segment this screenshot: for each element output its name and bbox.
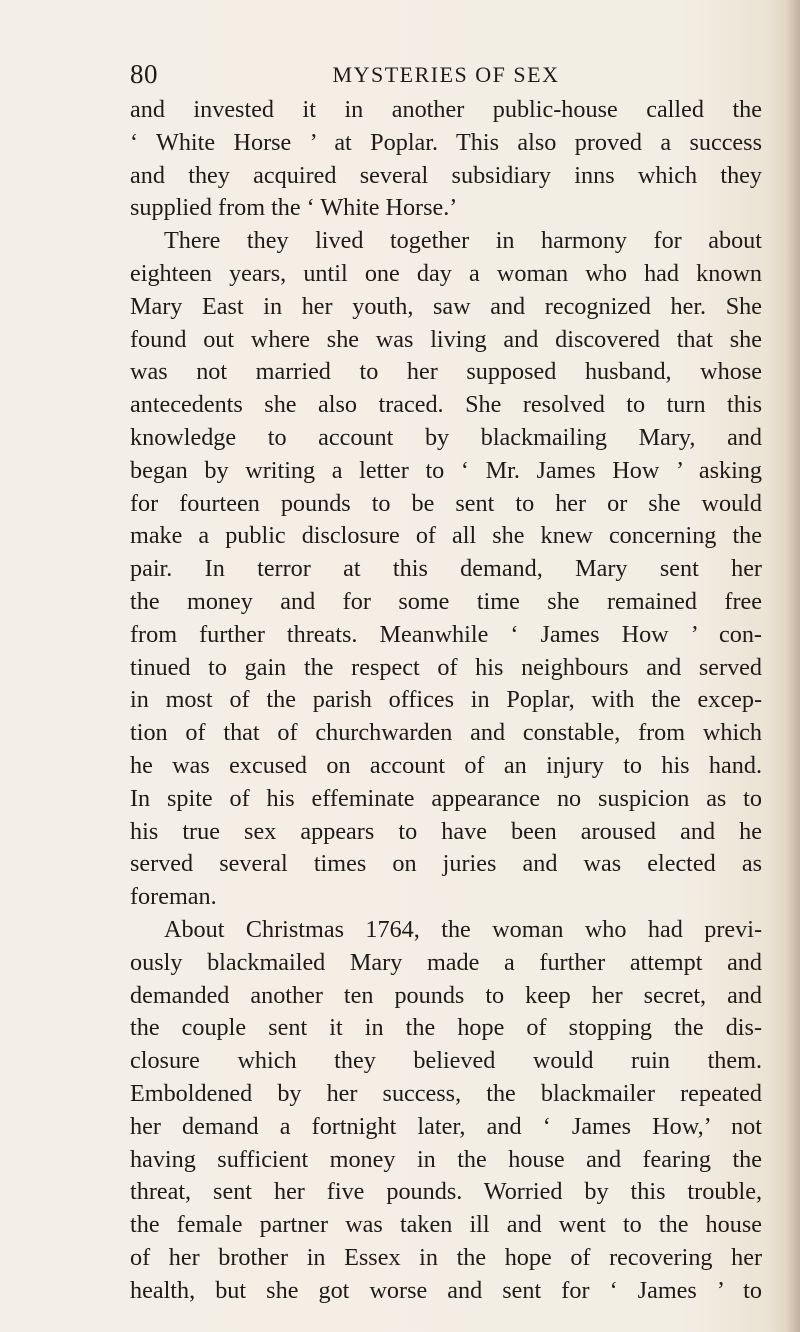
text-line: from further threats. Meanwhile ‘ James How ’ con- — [130, 620, 762, 648]
text-line: In spite of his effeminate appearance no suspicion as to — [130, 784, 762, 812]
text-line: supplied from the ‘ White Horse.’ — [130, 194, 458, 222]
text-line: Mary East in her youth, saw and recognized her. She — [130, 292, 762, 320]
text-line: for fourteen pounds to be sent to her or she would — [130, 489, 762, 517]
text-line: in most of the parish offices in Poplar, with the excep- — [130, 686, 762, 714]
text-line: Emboldened by her success, the blackmailer repeated — [130, 1079, 762, 1107]
text-line: health, but she got worse and sent for ‘ James ’ to — [130, 1276, 762, 1304]
text-line: served several times on juries and was elected as — [130, 850, 762, 878]
text-line: foreman. — [130, 883, 217, 911]
text-line: her demand a fortnight later, and ‘ James How,’ not — [130, 1112, 762, 1140]
text-line: There they lived together in harmony for about — [164, 227, 762, 255]
text-line: the female partner was taken ill and went to the house — [130, 1211, 762, 1239]
text-line: ously blackmailed Mary made a further attempt and — [130, 948, 762, 976]
text-line: make a public disclosure of all she knew concerning the — [130, 522, 762, 550]
text-line: demanded another ten pounds to keep her secret, and — [130, 981, 762, 1009]
body-text — [130, 94, 762, 1307]
text-line: began by writing a letter to ‘ Mr. James How ’ asking — [130, 456, 762, 484]
text-line: he was excused on account of an injury to his hand. — [130, 751, 762, 779]
text-line: About Christmas 1764, the woman who had previ- — [164, 915, 762, 943]
text-line: the money and for some time she remained free — [130, 587, 762, 615]
text-line: and invested it in another public-house called the — [130, 96, 762, 123]
text-line: pair. In terror at this demand, Mary sent her — [130, 555, 762, 583]
text-line: having sufficient money in the house and fearing the — [130, 1145, 762, 1173]
text-line: eighteen years, until one day a woman who had known — [130, 259, 762, 287]
text-line: ‘ White Horse ’ at Poplar. This also proved a success — [130, 128, 762, 156]
text-line: tinued to gain the respect of his neighbours and served — [130, 653, 762, 681]
page-edge-shadow — [786, 0, 800, 1332]
text-line: antecedents she also traced. She resolved to turn this — [130, 391, 762, 419]
text-line: of her brother in Essex in the hope of recovering her — [130, 1243, 762, 1271]
text-line: found out where she was living and discovered that she — [130, 325, 762, 353]
text-line: his true sex appears to have been aroused and he — [130, 817, 762, 845]
text-line: and they acquired several subsidiary inns which they — [130, 161, 762, 189]
text-line: tion of that of churchwarden and constable, from which — [130, 719, 762, 747]
text-line: knowledge to account by blackmailing Mary, and — [130, 423, 762, 451]
text-line: the couple sent it in the hope of stopping the dis- — [130, 1014, 762, 1042]
text-line: was not married to her supposed husband, whose — [130, 358, 762, 386]
running-title: MYSTERIES OF SEX — [332, 62, 560, 87]
running-head — [130, 58, 762, 90]
text-line: closure which they believed would ruin them. — [130, 1047, 762, 1075]
page-number: 80 — [130, 59, 158, 89]
text-line: threat, sent her five pounds. Worried by this trouble, — [130, 1178, 762, 1206]
